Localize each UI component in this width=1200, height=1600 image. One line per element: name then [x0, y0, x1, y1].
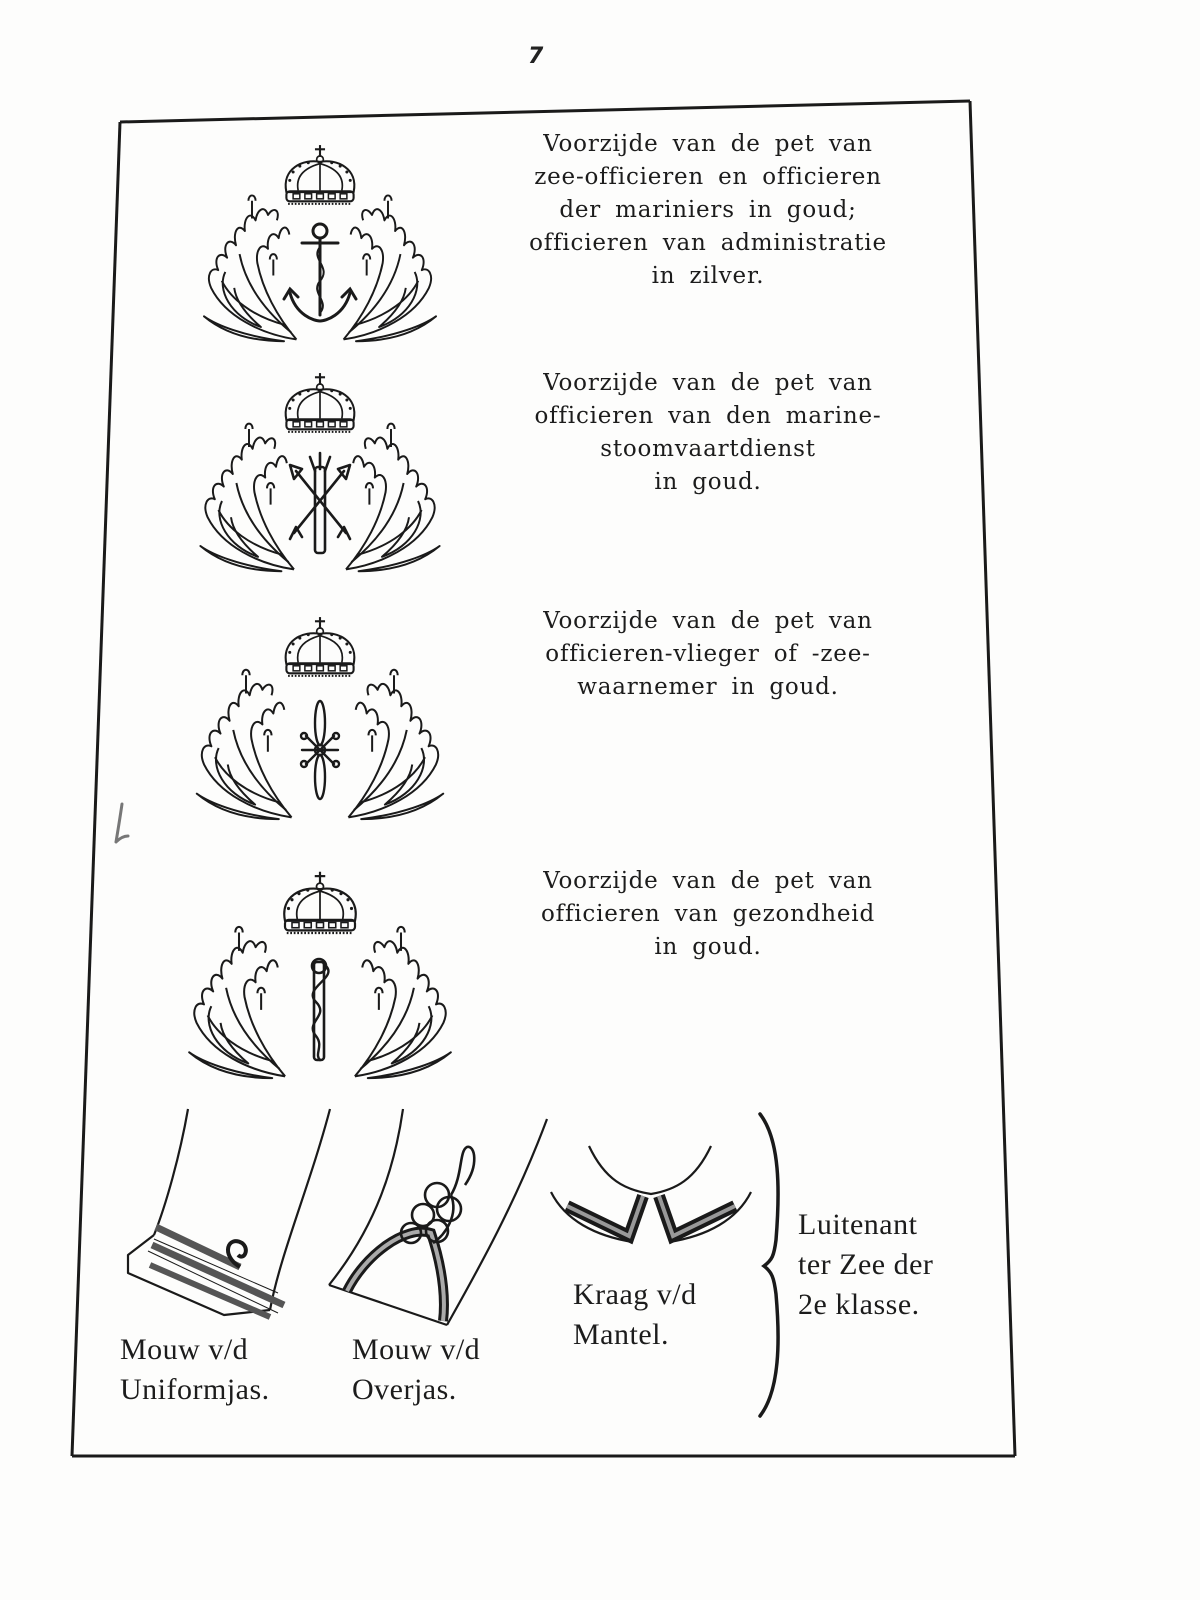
caption-line: officieren van den marine-	[534, 403, 882, 429]
cap-badge-caption	[508, 605, 908, 704]
mantle-collar-label	[573, 1275, 697, 1355]
rank-line: 2e klasse.	[798, 1288, 920, 1321]
pencil-mark-icon	[108, 800, 138, 850]
mantle-collar-icon	[545, 1140, 765, 1255]
uniform-sleeve-label	[120, 1330, 270, 1410]
anchor-icon	[170, 128, 470, 358]
caption-line: Voorzijde van de pet van	[543, 370, 873, 396]
overcoat-sleeve-label	[352, 1330, 480, 1410]
caption-line: in zilver.	[651, 263, 765, 289]
caption-line: in goud.	[654, 934, 762, 960]
caption-line: waarnemer in goud.	[577, 674, 839, 700]
caption-line: officieren van administratie	[529, 230, 887, 256]
caption-line: Voorzijde van de pet van	[543, 131, 873, 157]
staff-of-asclepius-icon	[170, 855, 470, 1085]
label-line: Mouw v/d	[352, 1333, 481, 1366]
cap-badge-caption	[508, 367, 908, 499]
caption-line: stoomvaartdienst	[600, 436, 816, 462]
cap-badge-caption	[508, 128, 908, 293]
caption-line: Voorzijde van de pet van	[543, 608, 873, 634]
cap-badge-caption	[508, 865, 908, 964]
caption-line: der mariniers in goud;	[559, 197, 857, 223]
rank-label	[798, 1205, 933, 1325]
curly-brace-icon	[750, 1110, 790, 1420]
rank-line: ter Zee der	[798, 1248, 934, 1281]
caption-line: officieren van gezondheid	[541, 901, 875, 927]
rank-line: Luitenant	[798, 1208, 918, 1241]
label-line: Overjas.	[352, 1373, 457, 1406]
aviation-propeller-star-icon	[170, 600, 470, 830]
uniform-sleeve-icon	[120, 1105, 340, 1320]
overcoat-sleeve-icon	[325, 1105, 555, 1330]
caption-line: Voorzijde van de pet van	[543, 868, 873, 894]
propeller-arrows-icon	[170, 356, 470, 586]
label-line: Mantel.	[573, 1318, 669, 1351]
caption-line: in goud.	[654, 469, 762, 495]
label-line: Uniformjas.	[120, 1373, 270, 1406]
label-line: Kraag v/d	[573, 1278, 697, 1311]
label-line: Mouw v/d	[120, 1333, 249, 1366]
caption-line: officieren-vlieger of -zee-	[545, 641, 871, 667]
page-number: 7	[528, 44, 544, 69]
caption-line: zee-officieren en officieren	[534, 164, 882, 190]
